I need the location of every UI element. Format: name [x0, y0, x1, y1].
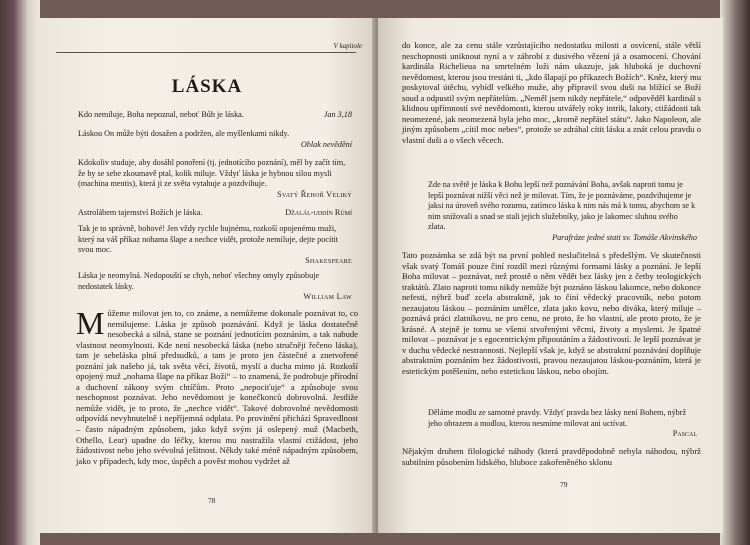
left-page — [38, 18, 376, 533]
epigraph-source: William Law — [303, 292, 352, 301]
epigraph-1 — [78, 110, 352, 121]
epigraph-6 — [78, 271, 352, 303]
epigraph-source: Jan 3,18 — [323, 110, 352, 119]
block-quote-1 — [428, 180, 697, 243]
epigraph-2 — [78, 129, 352, 150]
epigraph-text: Kdokoliv studuje, aby dosáhl ponoření (tj. jednotícího poznání), měl by začít tím, že by se sebe zkoumavě ptal, kolik miluje. Vždyť láska je hybnou silou mysli (machina mentis), která ji ze světa vytahuje a pozdvihuje. — [78, 158, 346, 188]
quote-text: Děláme modlu ze samotné pravdy. Vždyť pravda bez lásky není Bohem, nýbrž jeho obrazem a modlou, kterou nesmíme milovat ani uctívat. — [428, 408, 687, 428]
epigraph-source: Oblak nevědění — [300, 139, 352, 149]
page-number: 78 — [208, 496, 216, 505]
drop-cap: M — [76, 305, 105, 341]
quote-source: Pascal — [672, 429, 697, 438]
body-paragraph: ůžeme milovat jen to, co známe, a nemůžeme dokonale poznávat to, co nemilujeme. Láska je způsob poznávání. Když je láska dostatečně nesobecká a silná, stane se poznání jednotícím poznáním, a tak nabude vlastnost neomylnosti. Kde není nesobecká láska (nebo stručněji řečeno láska), tam je sebeláska plná předsudků, a tam je proto jen částečné a znetvořené poznání jak našeho já, tak světa věcí, životů, myslí a ducha mimo já. Rozkoší opojený muž „nohama šlape na příkaz Boží“ – to znamená, že podrobuje přírodní a duchovní zákony svým chtíčům. Proto „nepociťuje“ a způsobuje svou neschopnost poznávat. Jeho nevědomost je konečkonců dobrovolná. Jestliže nemůže vidět, je to proto, že „nechce vidět“. Takové dobrovolné nevědomosti odpovídá nevyhnutelně i nepříjemná odplata. Po provinění přichází Spravedlnost – často nápadným způsobem, jako když svým já oslepený muž (Macbeth, Othello, Lear) upadne do léčky, kterou mu nastražila vlastní ctižádost, jeho žádostivost nebo jeho svévolná ješitnost. Někdy také méně nápadným způsobem, jako v případech, kdy moc, úspěch a pověst mohou vydržet až — [76, 308, 358, 466]
epigraph-text: Kdo nemiluje, Boha nepoznal, neboť Bůh je láska. — [78, 110, 244, 119]
chapter-title: LÁSKA — [171, 76, 243, 97]
epigraph-source: Shakespeare — [305, 255, 352, 265]
epigraph-3 — [78, 158, 352, 200]
book-right-edge — [720, 0, 750, 545]
paragraph-2: Tato poznámka se zdá být na první pohled neslučitelná s předešlým. Ve skutečnosti však svatý Tomáš pouze činí rozdíl mezi různými formami lásky a poznání. Je lepší Boha milovat – poznávat, než prostě o něm vědět bez lásky jen z četby teologických traktátů. Zlato naproti tomu nikdy nemůže být poznáno láskou lakomce, nebo dokonce nefesti, nýbrž buď zcela abstraktně, jak to činí vědecký pracovník, nebo potom nezaujatou láskou – poznáním umělce, zlata jako kovu, nebo diváka, který miluje – poznává práci zlatníkovu, ne pro cenu, ne proto, že ho vlastní, ale proto proto, že je krásné. A stejně je tomu se všemi stvořenými věcmi, životy a myslemi. Je špatné milovat – poznávat je s egocentrickým připoutáním a žádostivostí. Je lepší poznávat je v duchu vědecké nestrannosti. Nejlepší však je, když se abstraktní poznávání doplňuje abstraktním poznáním bez žádostivosti, pravou nezaujatou láskou-poznáním, která je estetickým potěšením, nebo estetickou láskou, nebo obojím. — [402, 250, 701, 377]
epigraph-text: Astrolábem tajemství Božích je láska. — [78, 208, 203, 217]
header-rule — [56, 52, 356, 53]
paragraph-3: Nějakým druhem filologické náhody (která pravděpodobně nebyla náhodou, nýbrž subtilním působením lidského, hluboce zakořeněného sklonu — [402, 446, 701, 467]
epigraph-source: Džalál-uddín Rúmí — [285, 208, 352, 217]
chapter-body — [76, 305, 358, 466]
epigraph-4 — [78, 208, 352, 219]
quote-source: Parafráze jedné stati sv. Tomáše Akvinského — [552, 232, 697, 242]
page-number: 79 — [560, 480, 568, 489]
paragraph-1: do konce, ale za cenu stále vzrůstajícího nedostatku milosti a osvícení, stále větší neschopnosti uniknout nyní a v záhrobí z dusivého vězení já a osamocení. Chování kardinála Richelieua na smrtelném loži nám ukazuje, jak hluboká je duchovní nevědomost, kterou jsou trestáni ti, „kdo šlapají po příkazech Božích“. Kněz, který mu poskytoval útěchu, vybídl velkého muže, aby připravil svou duši na blížící se Boží soud a odpustil svým nepřátelům. „Neměl jsem nikdy nepřátele,“ odpověděl kardinál s klidnou upřímností své nevědomosti, kterou utvářely roky intrik, lakoty, ctižádosti tak neomezené, jak neomezená byla jeho moc, „kromě nepřátel státu“. Jako Napoleon, ale jiným způsobem „cítil moc nebes“, protože se zdráhal cítit lásku a znát celou pravdu o vlastní duši a o všech věcech. — [402, 40, 701, 145]
epigraph-text: Láskou On může býti dosažen a podržen, ale myšlenkami nikdy. — [78, 129, 290, 138]
book-left-edge — [0, 0, 40, 545]
epigraph-5 — [78, 224, 352, 266]
running-head: V kapitole — [333, 42, 362, 50]
epigraph-text: Tak je to správně, bohové! Jen vždy rychle bujnému, rozkoší opojenému muži, který na váš příkaz nohama šlape a nechce vidět, protože nemiluje, dejte pocítit svou moc. — [78, 224, 339, 254]
epigraph-text: Láska je neomylná. Nedopouští se chyb, neboť všechny omyly způsobuje nedostatek lásky. — [78, 271, 320, 291]
epigraph-source: Svatý Řehoř Veliký — [277, 189, 352, 199]
quote-text: Zde na světě je láska k Bohu lepší než poznávání Boha, avšak naproti tomu je lepší poznávat nižší věci než je milovat. Tím, že je poznáváme, pozdvihujeme je jaksi na úroveň svého rozumu, zatímco láska k nim nás má k tomu, abychom se k nim snižovali a snad se stali jejich služebníky, jako je lakomec sluhou svého zlata. — [428, 180, 696, 231]
block-quote-2 — [428, 408, 697, 440]
right-page — [378, 18, 723, 533]
